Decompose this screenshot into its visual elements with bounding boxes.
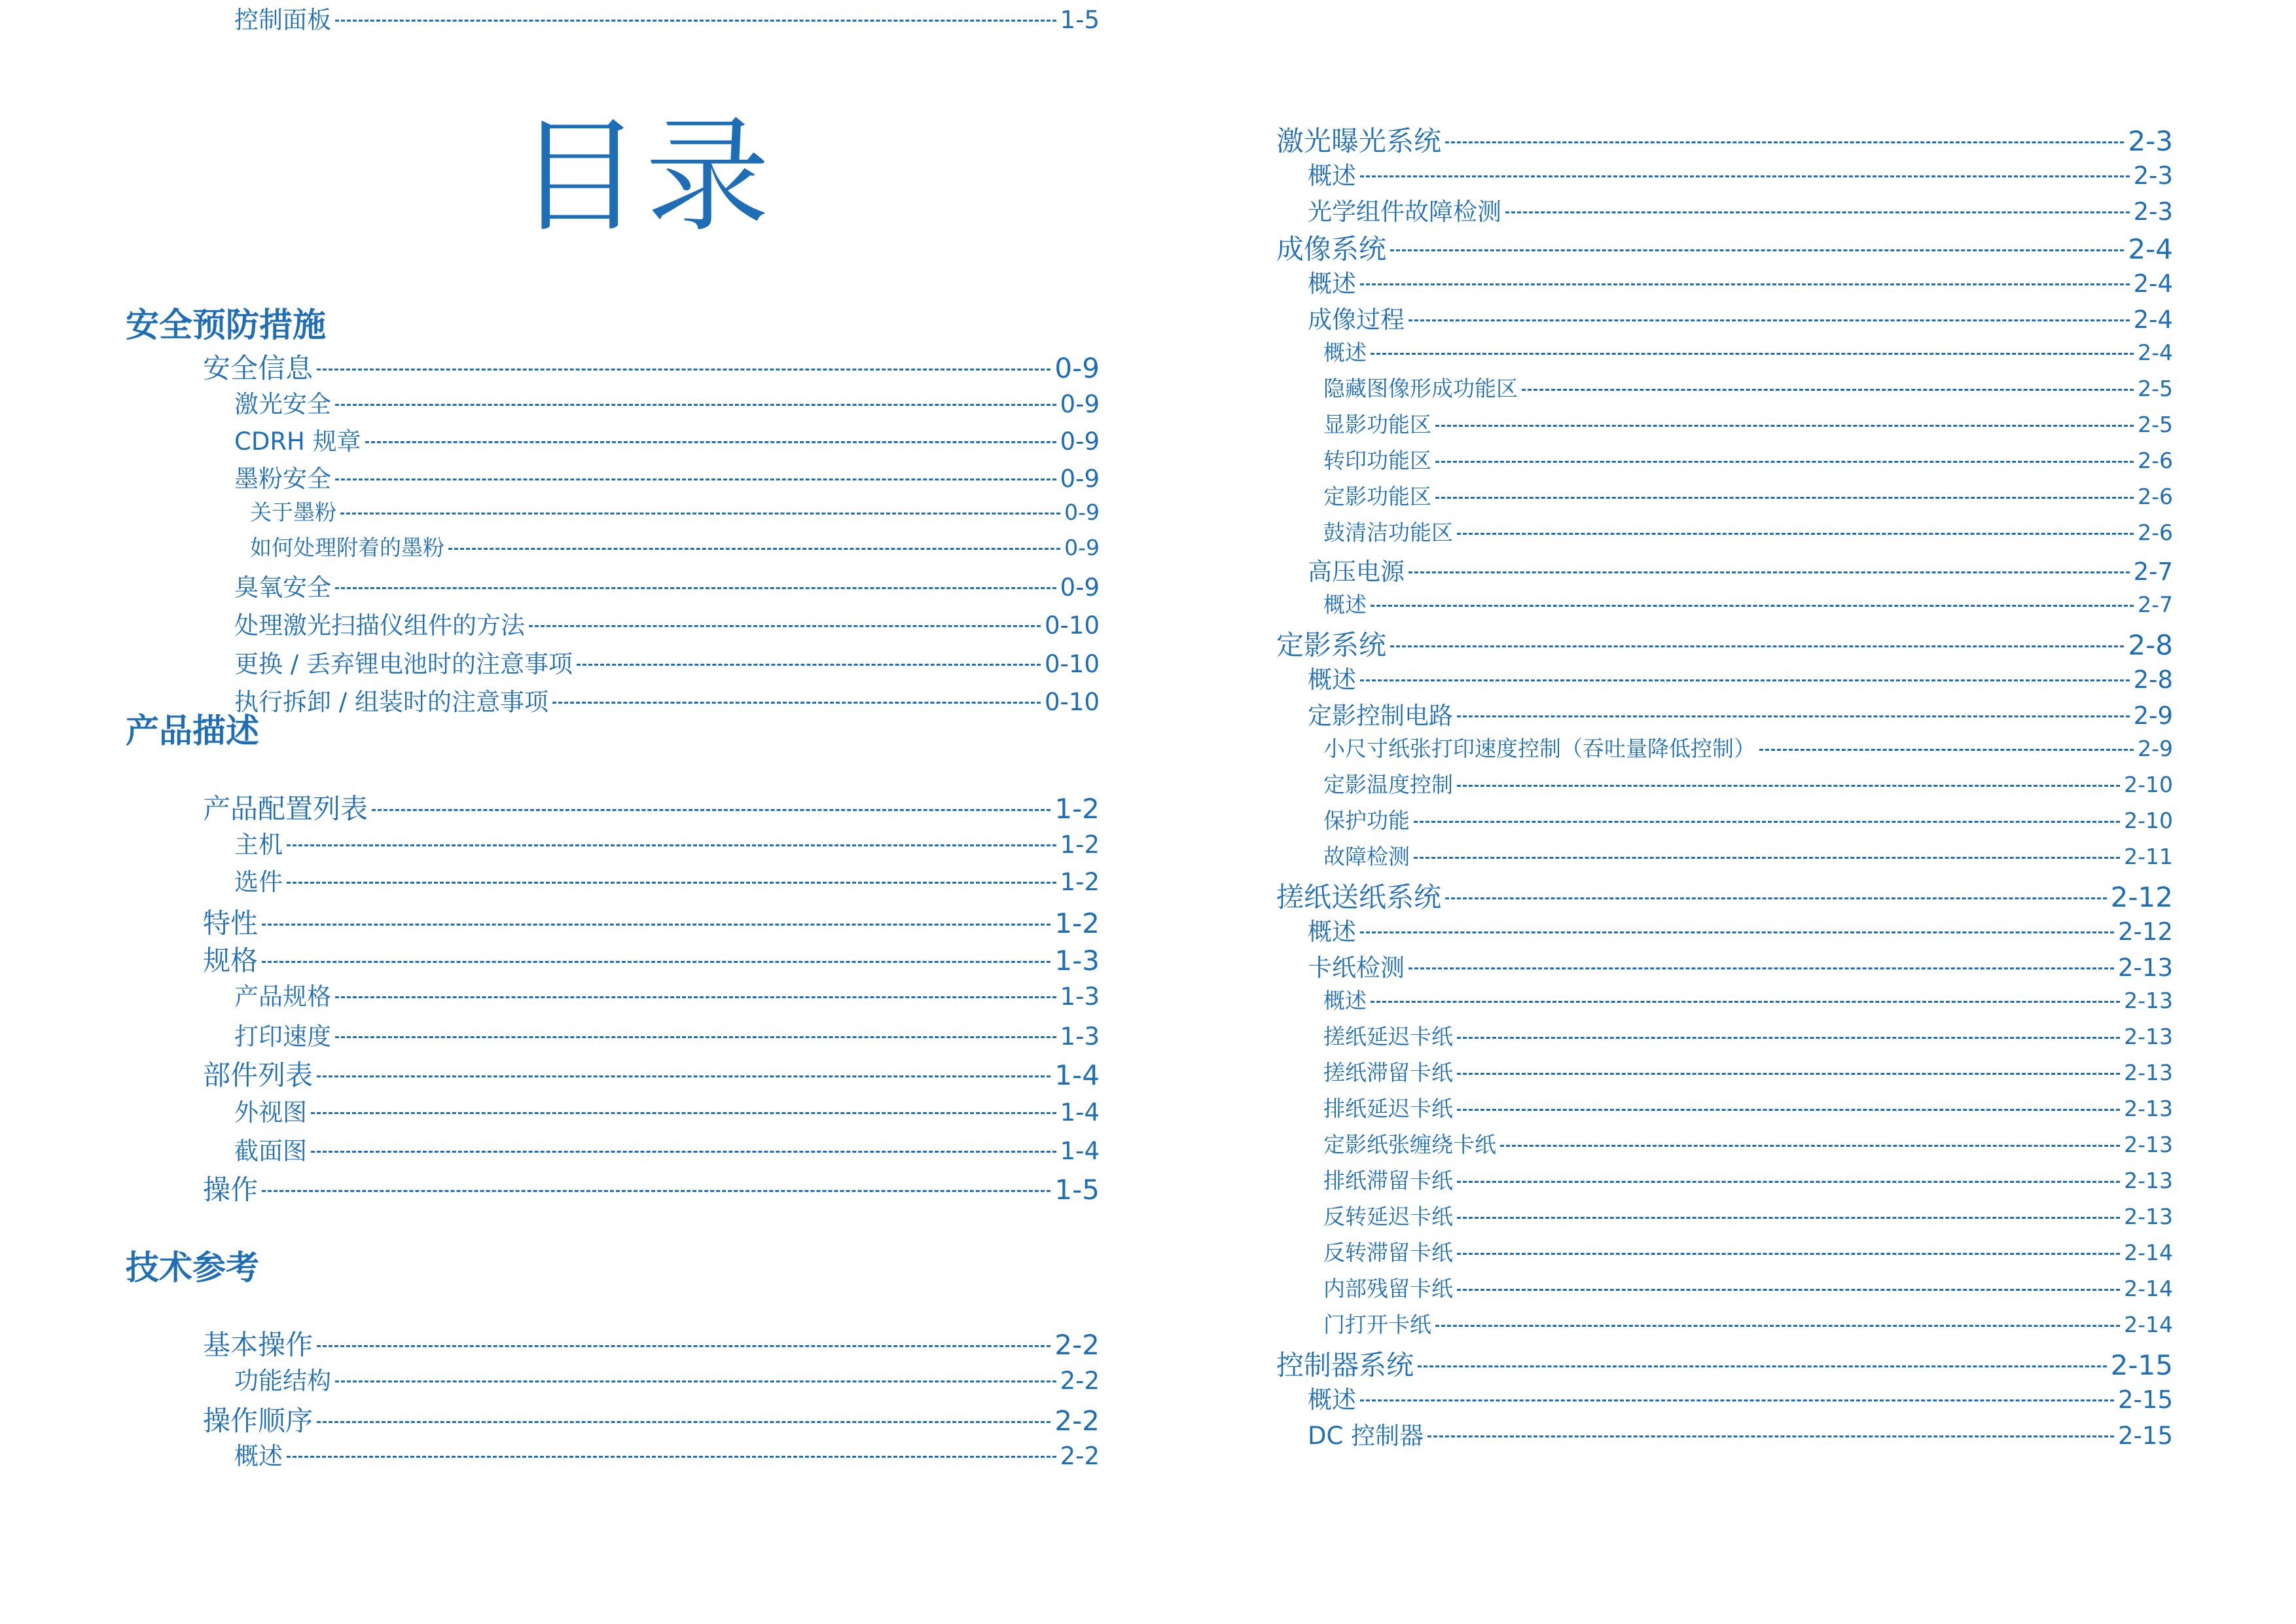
dot-leader (1457, 533, 2134, 535)
dot-leader (1435, 497, 2134, 499)
toc-entry-label: 产品规格 (234, 983, 331, 1011)
toc-entry-page-number: 2-10 (2124, 772, 2173, 797)
toc-entry[interactable] (1323, 732, 2173, 763)
toc-entry-page-number: 2-14 (2124, 1276, 2173, 1301)
toc-entry-label: 反转延迟卡纸 (1323, 1204, 1453, 1229)
toc-entry-page-number: 0-9 (1064, 499, 1100, 525)
toc-entry-label: 定影功能区 (1323, 484, 1431, 509)
toc-entry-label: 安全信息 (203, 352, 314, 384)
dot-leader (1457, 715, 2130, 717)
toc-entry-page-number: 0-9 (1054, 352, 1100, 384)
toc-entry[interactable] (1308, 912, 2173, 947)
toc-entry[interactable] (1323, 1272, 2173, 1303)
toc-entry-label: 成像过程 (1308, 306, 1405, 334)
toc-entry-label: 卡纸检测 (1308, 954, 1405, 982)
toc-entry-label: 概述 (1323, 592, 1367, 617)
toc-entry-label: 产品配置列表 (203, 793, 368, 825)
toc-entry-label: 鼓清洁功能区 (1323, 520, 1453, 545)
toc-entry-page-number: 2-14 (2124, 1312, 2173, 1337)
toc-entry[interactable] (1323, 1236, 2173, 1267)
toc-entry-label: 控制器系统 (1276, 1349, 1414, 1381)
toc-entry-page-number: 2-5 (2138, 412, 2173, 437)
dot-leader (1505, 211, 2130, 213)
toc-entry[interactable] (203, 347, 1100, 386)
toc-entry-label: 门打开卡纸 (1323, 1312, 1431, 1337)
dot-leader (1408, 571, 2130, 573)
toc-entry-page-number: 2-7 (2138, 592, 2173, 617)
dot-leader (287, 882, 1056, 884)
toc-entry-page-number: 0-10 (1045, 650, 1100, 678)
toc-entry-label: 执行拆卸 / 组装时的注意事项 (234, 688, 548, 716)
toc-entry-page-number: 1-2 (1060, 831, 1100, 859)
dot-leader (287, 844, 1056, 846)
toc-entry-label: CDRH 规章 (234, 427, 361, 456)
toc-entry-page-number: 0-10 (1045, 688, 1100, 716)
dot-leader (317, 369, 1050, 370)
toc-entry-label: 定影控制电路 (1308, 702, 1453, 730)
toc-entry-page-number: 2-8 (2133, 666, 2173, 694)
toc-entry-label: 激光曝光系统 (1276, 125, 1442, 157)
toc-entry[interactable] (1323, 444, 2173, 475)
toc-entry[interactable] (1323, 480, 2173, 511)
toc-entry-page-number: 2-3 (2128, 125, 2173, 157)
dot-leader (1360, 931, 2114, 933)
dot-leader (262, 961, 1050, 963)
toc-entry[interactable] (234, 1017, 1100, 1052)
toc-entry-label: 保护功能 (1323, 808, 1410, 833)
toc-entry[interactable] (1323, 1128, 2173, 1159)
toc-entry-label: 控制面板 (234, 6, 331, 34)
toc-entry[interactable] (1308, 1416, 2173, 1451)
toc-entry-label: 定影纸张缠绕卡纸 (1323, 1132, 1496, 1157)
toc-entry-page-number: 2-13 (2124, 1060, 2173, 1085)
toc-entry-label: 部件列表 (203, 1059, 314, 1091)
toc-entry-page-number: 2-14 (2124, 1240, 2173, 1265)
toc-entry-label: 排纸滞留卡纸 (1323, 1168, 1453, 1193)
toc-entry[interactable] (250, 531, 1100, 562)
toc-entry[interactable] (1323, 1092, 2173, 1123)
dot-leader (287, 1456, 1056, 1458)
toc-entry-page-number: 2-4 (2133, 306, 2173, 334)
toc-entry-page-number: 2-15 (2118, 1422, 2173, 1450)
toc-entry-page-number: 2-2 (1060, 1442, 1100, 1470)
toc-entry-page-number: 1-2 (1060, 868, 1100, 896)
dot-leader (1371, 605, 2134, 607)
toc-entry-page-number: 0-9 (1060, 465, 1100, 493)
toc-entry-label: 主机 (234, 831, 283, 859)
dot-leader (1457, 1073, 2120, 1075)
toc-entry-label: 概述 (1308, 162, 1356, 190)
toc-entry[interactable] (1308, 192, 2173, 227)
toc-entry-page-number: 1-4 (1060, 1137, 1100, 1165)
page-title: 目录 (517, 104, 774, 249)
dot-leader (1408, 967, 2114, 969)
toc-entry-label: 如何处理附着的墨粉 (250, 535, 444, 560)
toc-entry-label: 外视图 (234, 1098, 307, 1127)
toc-entry-page-number: 2-10 (2124, 808, 2173, 833)
toc-entry-page-number: 2-13 (2118, 954, 2173, 982)
toc-entry-label: 显影功能区 (1323, 412, 1431, 437)
dot-leader (335, 1380, 1056, 1382)
toc-entry-label: 截面图 (234, 1137, 307, 1165)
toc-entry[interactable] (203, 787, 1100, 827)
dot-leader (1457, 1037, 2120, 1039)
toc-entry-label: 概述 (1323, 340, 1367, 365)
toc-entry[interactable] (1323, 804, 2173, 835)
toc-entry[interactable] (1308, 948, 2173, 983)
toc-entry[interactable] (234, 825, 1100, 860)
toc-entry-label: 小尺寸纸张打印速度控制（吞吐量降低控制） (1323, 736, 1755, 761)
toc-entry-label: 墨粉安全 (234, 465, 331, 493)
toc-entry-label: 处理激光扫描仪组件的方法 (234, 611, 525, 640)
toc-entry-page-number: 2-6 (2138, 448, 2173, 473)
toc-entry[interactable] (234, 862, 1100, 897)
dot-leader (1457, 1109, 2120, 1111)
toc-entry-page-number: 0-9 (1060, 573, 1100, 602)
toc-entry[interactable] (1276, 624, 2173, 663)
toc-entry-label: 高压电源 (1308, 558, 1405, 586)
toc-entry-page-number: 2-3 (2133, 162, 2173, 190)
toc-entry-label: 故障检测 (1323, 844, 1410, 869)
toc-entry-page-number: 0-10 (1045, 611, 1100, 640)
toc-entry-page-number: 2-8 (2128, 629, 2173, 661)
dot-leader (1500, 1145, 2120, 1147)
toc-entry[interactable] (234, 568, 1100, 603)
toc-entry[interactable] (1308, 660, 2173, 695)
toc-entry-page-number: 1-2 (1054, 793, 1100, 825)
toc-entry-page-number: 2-13 (2124, 1132, 2173, 1157)
toc-entry-label: 概述 (234, 1442, 283, 1470)
toc-entry-page-number: 2-9 (2138, 736, 2173, 761)
dot-leader (1408, 319, 2130, 321)
dot-leader (262, 924, 1050, 926)
dot-leader (335, 404, 1056, 406)
toc-entry-page-number: 2-2 (1054, 1405, 1100, 1437)
toc-entry-label: 打印速度 (234, 1022, 331, 1051)
toc-entry-page-number: 1-5 (1054, 1174, 1100, 1206)
toc-entry[interactable] (1308, 156, 2173, 191)
toc-entry[interactable] (203, 1054, 1100, 1093)
dot-leader (317, 1075, 1050, 1077)
dot-leader (1390, 645, 2124, 647)
toc-entry-page-number: 2-4 (2138, 340, 2173, 365)
dot-leader (1371, 1001, 2120, 1003)
toc-entry-label: 操作顺序 (203, 1405, 314, 1437)
toc-entry[interactable] (1323, 372, 2173, 403)
toc-entry-page-number: 0-9 (1060, 390, 1100, 418)
toc-entry[interactable] (1276, 1344, 2173, 1383)
toc-entry-page-number: 2-12 (2118, 918, 2173, 946)
toc-entry[interactable] (234, 682, 1100, 717)
toc-entry-page-number: 2-13 (2124, 988, 2173, 1013)
toc-entry[interactable] (1323, 516, 2173, 547)
toc-entry-label: 规格 (203, 945, 259, 977)
dot-leader (1360, 1399, 2114, 1401)
toc-entry-page-number: 1-3 (1060, 983, 1100, 1011)
dot-leader (262, 1190, 1050, 1192)
toc-entry[interactable] (234, 384, 1100, 420)
toc-entry[interactable] (234, 1361, 1100, 1396)
toc-entry[interactable] (1308, 552, 2173, 587)
toc-entry[interactable] (1308, 300, 2173, 335)
toc-entry[interactable] (1276, 876, 2173, 915)
toc-entry[interactable] (1276, 228, 2173, 267)
dot-leader (335, 996, 1056, 998)
dot-leader (1390, 249, 2124, 251)
toc-entry-page-number: 2-13 (2124, 1204, 2173, 1229)
toc-entry-page-number: 2-9 (2133, 702, 2173, 730)
dot-leader (448, 548, 1060, 550)
toc-entry-label: 成像系统 (1276, 233, 1387, 265)
toc-entry-label: 光学组件故障检测 (1308, 198, 1501, 226)
toc-entry[interactable] (1276, 120, 2173, 159)
toc-entry[interactable] (1323, 1308, 2173, 1339)
toc-entry-page-number: 2-15 (2110, 1349, 2173, 1381)
toc-entry-label: 关于墨粉 (250, 499, 336, 525)
toc-entry-label: 定影系统 (1276, 629, 1387, 661)
dot-leader (1360, 679, 2130, 681)
toc-entry-label: 定影温度控制 (1323, 772, 1453, 797)
toc-entry-page-number: 2-15 (2118, 1386, 2173, 1414)
toc-entry[interactable] (234, 1131, 1100, 1166)
toc-entry-page-number: 2-5 (2138, 376, 2173, 401)
dot-leader (1418, 1365, 2107, 1367)
dot-leader (1457, 1253, 2120, 1255)
dot-leader (1457, 785, 2120, 787)
toc-entry-label: 概述 (1323, 988, 1367, 1013)
dot-leader (1435, 461, 2134, 463)
toc-entry-page-number: 2-2 (1054, 1329, 1100, 1361)
dot-leader (1445, 897, 2107, 899)
toc-entry[interactable] (203, 902, 1100, 941)
toc-entry-page-number: 1-3 (1060, 1022, 1100, 1051)
dot-leader (311, 1112, 1056, 1114)
dot-leader (1522, 389, 2134, 391)
dot-leader (335, 478, 1056, 480)
toc-entry-page-number: 2-6 (2138, 520, 2173, 545)
toc-entry[interactable] (1323, 588, 2173, 619)
toc-entry-page-number: 1-4 (1054, 1059, 1100, 1091)
toc-entry[interactable] (203, 1168, 1100, 1208)
toc-entry[interactable] (234, 0, 1100, 35)
toc-entry-page-number: 2-11 (2124, 844, 2173, 869)
toc-entry-label: 概述 (1308, 666, 1356, 694)
dot-leader (1435, 425, 2134, 427)
toc-entry-page-number: 2-12 (2110, 881, 2173, 913)
dot-leader (1371, 353, 2134, 355)
toc-entry[interactable] (234, 422, 1100, 457)
toc-entry-label: 特性 (203, 907, 259, 939)
toc-entry[interactable] (234, 644, 1100, 679)
toc-entry[interactable] (1308, 696, 2173, 731)
toc-entry-label: 臭氧安全 (234, 573, 331, 602)
toc-entry-page-number: 1-3 (1054, 945, 1100, 977)
toc-entry[interactable] (1323, 1164, 2173, 1195)
toc-entry-page-number: 0-9 (1060, 427, 1100, 456)
toc-entry[interactable] (1323, 1020, 2173, 1051)
toc-entry[interactable] (1323, 408, 2173, 439)
toc-entry[interactable] (1323, 984, 2173, 1015)
toc-entry-label: 搓纸送纸系统 (1276, 881, 1442, 913)
dot-leader (335, 1036, 1056, 1038)
toc-entry-label: 选件 (234, 868, 283, 896)
toc-entry[interactable] (234, 1092, 1100, 1128)
toc-entry[interactable] (1323, 840, 2173, 871)
toc-entry-label: 激光安全 (234, 390, 331, 418)
toc-entry-label: 更换 / 丢弃锂电池时的注意事项 (234, 650, 573, 678)
toc-entry-page-number: 2-13 (2124, 1096, 2173, 1121)
toc-entry-label: DC 控制器 (1308, 1422, 1424, 1450)
dot-leader (529, 625, 1041, 627)
toc-entry[interactable] (1323, 768, 2173, 799)
dot-leader (365, 441, 1056, 443)
section-heading: 安全预防措施 (126, 306, 327, 345)
dot-leader (335, 587, 1056, 589)
toc-entry[interactable] (1323, 1056, 2173, 1087)
toc-entry[interactable] (250, 496, 1100, 526)
toc-entry-page-number: 0-9 (1064, 535, 1100, 560)
toc-entry-label: 排纸延迟卡纸 (1323, 1096, 1453, 1121)
section-heading: 产品描述 (126, 712, 260, 751)
toc-entry-page-number: 1-2 (1054, 907, 1100, 939)
toc-entry-page-number: 2-13 (2124, 1024, 2173, 1049)
dot-leader (1759, 749, 2134, 751)
dot-leader (1457, 1217, 2120, 1219)
toc-entry-page-number: 2-3 (2133, 198, 2173, 226)
dot-leader (372, 809, 1050, 811)
toc-entry[interactable] (234, 977, 1100, 1012)
dot-leader (340, 513, 1060, 514)
toc-entry-label: 内部残留卡纸 (1323, 1276, 1453, 1301)
dot-leader (335, 20, 1056, 22)
dot-leader (1427, 1435, 2114, 1437)
dot-leader (1360, 175, 2130, 177)
dot-leader (1457, 1181, 2120, 1183)
toc-entry-label: 搓纸延迟卡纸 (1323, 1024, 1453, 1049)
toc-entry-page-number: 1-4 (1060, 1098, 1100, 1127)
toc-entry-label: 操作 (203, 1174, 259, 1206)
dot-leader (1414, 857, 2120, 859)
dot-leader (1360, 283, 2130, 285)
dot-leader (1445, 141, 2124, 143)
toc-entry-page-number: 1-5 (1060, 6, 1100, 34)
toc-entry-label: 反转滞留卡纸 (1323, 1240, 1453, 1265)
dot-leader (311, 1151, 1056, 1153)
dot-leader (1435, 1325, 2120, 1327)
toc-entry-page-number: 2-7 (2133, 558, 2173, 586)
toc-entry-page-number: 2-13 (2124, 1168, 2173, 1193)
toc-entry-label: 概述 (1308, 1386, 1356, 1414)
dot-leader (577, 664, 1041, 666)
toc-entry[interactable] (234, 1436, 1100, 1471)
dot-leader (1457, 1289, 2120, 1291)
dot-leader (1414, 821, 2120, 823)
dot-leader (317, 1345, 1050, 1347)
toc-entry-page-number: 2-4 (2128, 233, 2173, 265)
dot-leader (317, 1421, 1050, 1423)
toc-entry[interactable] (1323, 1200, 2173, 1231)
toc-entry[interactable] (203, 939, 1100, 979)
toc-entry[interactable] (234, 459, 1100, 494)
toc-entry-page-number: 2-6 (2138, 484, 2173, 509)
toc-entry[interactable] (203, 1324, 1100, 1363)
toc-entry-page-number: 2-2 (1060, 1367, 1100, 1395)
toc-entry[interactable] (203, 1399, 1100, 1439)
toc-entry[interactable] (234, 605, 1100, 641)
toc-entry-label: 概述 (1308, 270, 1356, 298)
toc-entry-label: 基本操作 (203, 1329, 314, 1361)
toc-entry-label: 隐藏图像形成功能区 (1323, 376, 1518, 401)
toc-entry-label: 转印功能区 (1323, 448, 1431, 473)
toc-entry-label: 搓纸滞留卡纸 (1323, 1060, 1453, 1085)
dot-leader (552, 702, 1041, 704)
toc-entry-label: 功能结构 (234, 1367, 331, 1395)
toc-entry[interactable] (1308, 264, 2173, 299)
toc-entry-page-number: 2-4 (2133, 270, 2173, 298)
section-heading: 技术参考 (126, 1249, 260, 1288)
toc-entry[interactable] (1308, 1380, 2173, 1415)
toc-entry[interactable] (1323, 336, 2173, 367)
toc-entry-label: 概述 (1308, 918, 1356, 946)
